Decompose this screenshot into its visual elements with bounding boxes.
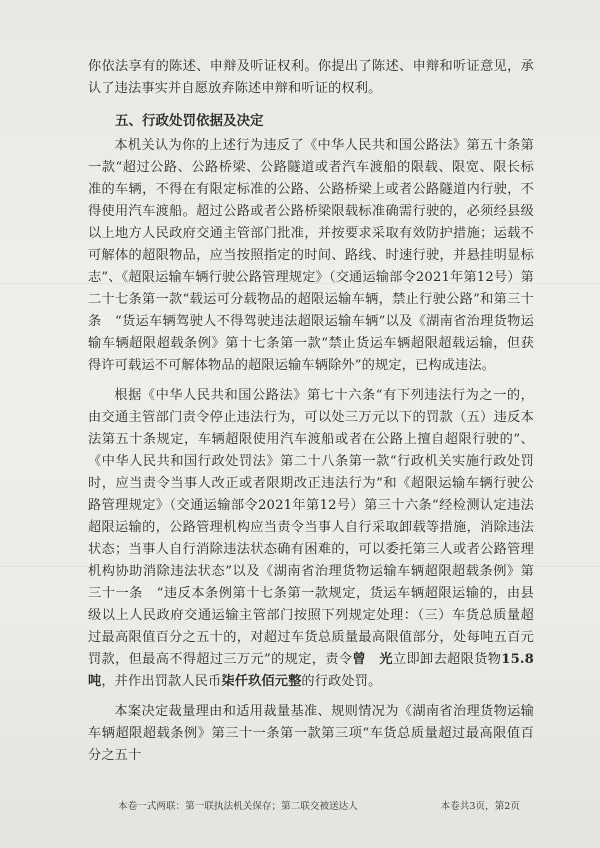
overload-weight: 15.8吨 (88, 652, 534, 689)
penalty-basis-paragraph (88, 385, 534, 693)
penalty-basis-text: 根据《中华人民共和国公路法》第七十六条“有下列违法行为之一的，由交通主管部门责令停止违法行为，可以处三万元以下的罚款（五）违反本法第五十条规定，车辆超限使用汽车渡船或者在公路上擅自超限行驶的”、《中华人民共和国行政处罚法》第二十八条第一款“行政机关实施行政处罚时，应当责令当事人改正或者限期改正违法行为”和《超限运输车辆行驶公路管理规定》（交通运输部令2021年第12号）第三十六条“经检测认定违法超限运输的，公路管理机构应当责令当事人自行采取卸载等措施，消除违法状态；当事人自行消除违法状态确有困难的，可以委托第三人或者公路管理机构协助消除违法状态”以及《湖南省治理货物运输车辆超限超载条例》第三十一条 “违反本条例第十七条第一款规定，货运车辆超限运输的，由县级以上人民政府交通运输主管部门按照下列规定处理：（三）车货总质量超过最高限值百分之五十的，对超过车货总质量最高限值部分，处每吨五百元罚款，但最高不得超过三万元”的规定，责令 (88, 388, 534, 667)
page-footer (118, 798, 520, 812)
penalty-text-fine: ，并作出罚款人民币 (101, 674, 222, 689)
violation-paragraph: 本机关认为你的上述行为违反了《中华人民共和国公路法》第五十条第一款“超过公路、公路桥梁、公路隧道或者汽车渡船的限载、限宽、限长标准的车辆，不得在有限定标准的公路、公路桥梁上或者公路隧道内行驶，不得使用汽车渡船。超过公路或者公路桥梁限载标准确需行驶的，必须经县级以上地方人民政府交通主管部门批准，并按要求采取有效防护措施；运载不可解体的超限物品，应当按照指定的时间、路线、时速行驶，并悬挂明显标志”、《超限运输车辆行驶公路管理规定》（交通运输部令2021年第12号）第二十七条第一款“载运可分载物品的超限运输车辆，禁止行驶公路”和第三十条 “货运车辆驾驶人不得驾驶违法超限运输车辆”以及《湖南省治理货物运输车辆超限超载条例》第十七条第一款“禁止货运车辆超限超载运输，但获得许可载运不可解体物品的超限运输车辆除外”的规定，已构成违法。 (88, 138, 534, 373)
section-heading: 五、行政处罚依据及决定 (115, 113, 264, 129)
copies-note: 本卷一式两联：第一联执法机关保存；第二联交被送达人 (118, 801, 358, 812)
party-name: 曾 光 (352, 652, 393, 667)
penalty-text-unload: 立即卸去超限货物 (392, 652, 502, 667)
page-number: 本卷共3页，第2页 (440, 801, 520, 812)
paper-fold (0, 566, 600, 567)
penalty-text-end: 的行政处罚。 (301, 674, 382, 689)
paper-fold (0, 283, 600, 284)
discretion-paragraph: 本案决定裁量理由和适用裁量基准、规则情况为《湖南省治理货物运输车辆超限超载条例》第三十一条第一款第三项“车货总质量超过最高限值百分之五十 (88, 704, 534, 763)
fine-amount: 柒仟玖佰元整 (221, 674, 302, 689)
intro-paragraph: 你依法享有的陈述、申辩及听证权利。你提出了陈述、申辩和听证意见，承认了违法事实并自愿放弃陈述申辩和听证的权利。 (88, 59, 534, 96)
